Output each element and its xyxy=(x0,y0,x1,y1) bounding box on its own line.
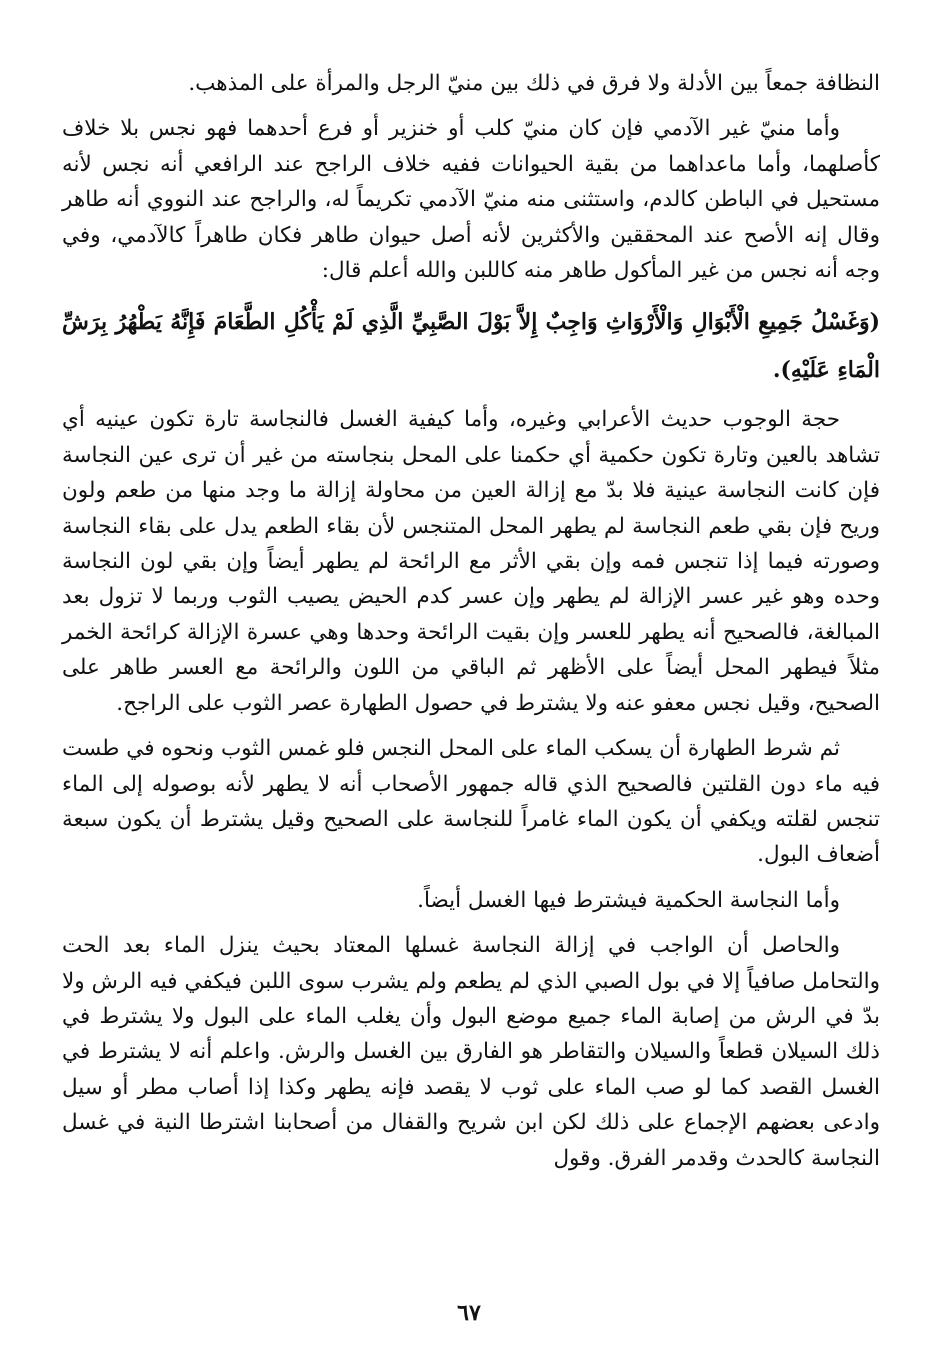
paragraph-summary: والحاصل أن الواجب في إزالة النجاسة غسلها المعتاد بحيث ينزل الماء بعد الحت والتحامل صافياً إلا في بول الصبي الذي لم يطعم ولم يشرب سوى اللبن فيكفي فيه الرش ولا بدّ في الرش من إصابة الماء جميع موضع البول وأن يغلب الماء على البول ولا يشترط في ذلك السيلان قطعاً والسيلان والتقاطر هو الفارق بين الغسل والرش. واعلم أنه لا يشترط في الغسل القصد كما لو صب الماء على ثوب لا يقصد فإنه يطهر وكذا إذا أصاب مطر أو سيل وادعى بعضهم الإجماع على ذلك لكن ابن شريح والقفال من أصحابنا اشترطا النية في غسل النجاسة كالحدث وقدمر الفرق. وقول xyxy=(62,933,880,1171)
paragraph-purity-condition: ثم شرط الطهارة أن يسكب الماء على المحل النجس فلو غمس الثوب ونحوه في طست فيه ماء دون القلتين فالصحيح الذي قاله جمهور الأصحاب أنه لا يطهر لأنه بوصوله إلى الماء تنجس لقلته ويكفي أن يكون الماء غامراً للنجاسة على الصحيح وقيل يشترط أن يكون سبعة أضعاف البول. xyxy=(62,736,880,868)
paragraph-continuation: النظافة جمعاً بين الأدلة ولا فرق في ذلك بين منيّ الرجل والمرأة على المذهب. xyxy=(188,71,880,96)
body-text xyxy=(62,66,880,1186)
matn-quote: (وَغَسْلُ جَمِيعِ الْأَبْوَالِ وَالْأَرْوَاثِ وَاجِبٌ إِلاَّ بَوْلَ الصَّبِيِّ الَّذِي لَمْ يَأْكُلِ الطَّعَامَ فَإِنَّهُ يَطْهُرُ بِرَشِّ الْمَاءِ عَلَيْهِ). xyxy=(62,309,880,384)
paragraph-hukmiyya: وأما النجاسة الحكمية فيشترط فيها الغسل أيضاً. xyxy=(417,887,840,913)
paragraph-washing-method: حجة الوجوب حديث الأعرابي وغيره، وأما كيفية الغسل فالنجاسة تارة تكون عينيه أي تشاهد بالعين وتارة تكون حكمية أي حكمنا على المحل بنجاسته من غير أن ترى عين النجاسة فإن كانت النجاسة عينية فلا بدّ مع إزالة العين من محاولة إزالة ما وجد منها من طعم ولون وريح فإن بقي طعم النجاسة لم يطهر المحل المتنجس لأن بقاء الطعم يدل على بقاء النجاسة وصورته فيما إذا تنجس فمه وإن بقي الأثر مع الرائحة لم يطهر أيضاً وإن بقي لون النجاسة وحده وهو غير عسر الإزالة لم يطهر وإن عسر كدم الحيض يصيب الثوب وربما لا تزول بعد المبالغة، فالصحيح أنه يطهر للعسر وإن بقيت الرائحة وحدها وهي عسرة الإزالة كرائحة الخمر مثلاً فيطهر المحل أيضاً على الأظهر ثم الباقي من اللون والرائحة مع العسر طاهر على الصحيح، وقيل نجس معفو عنه ولا يشترط في حصول الطهارة عصر الثوب على الراجح. xyxy=(62,407,880,716)
page-number: ٦٧ xyxy=(457,1300,481,1326)
paragraph-animal-semen: وأما منيّ غير الآدمي فإن كان منيّ كلب أو خنزير أو فرع أحدهما فهو نجس بلا خلاف كأصلهما، وأما ماعداهما من بقية الحيوانات ففيه خلاف الراجح عند الرافعي أنه نجس لأنه مستحيل في الباطن كالدم، واستثنى منه منيّ الآدمي تكريماً له، والراجح عند النووي أنه طاهر وقال إنه الأصح عند المحققين والأكثرين لأنه أصل حيوان طاهر فكان طاهراً كالآدمي، وفي وجه أنه نجس من غير المأكول طاهر منه كاللبن والله أعلم قال: xyxy=(62,116,880,284)
